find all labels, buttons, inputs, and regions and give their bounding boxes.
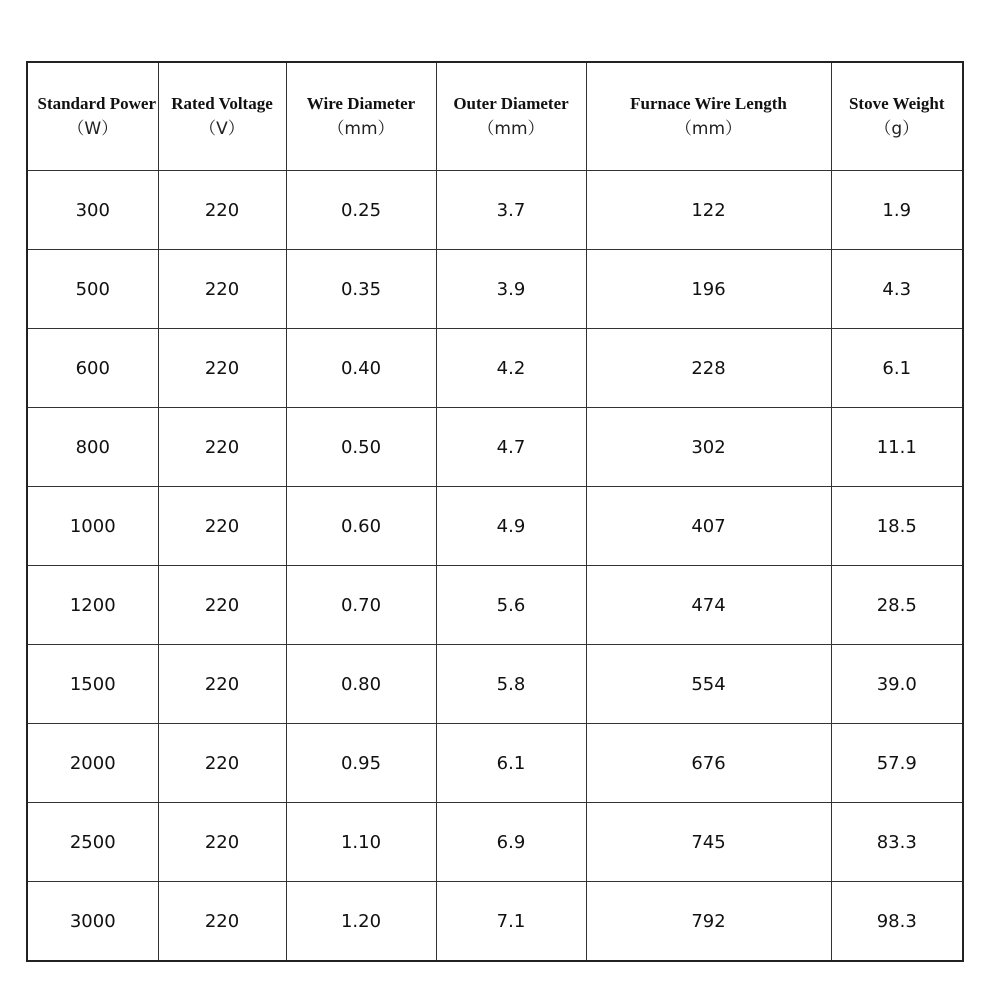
cell-stove-weight: 28.5	[831, 566, 963, 645]
cell-standard-power: 500	[27, 250, 158, 329]
cell-furnace-wire-length: 122	[586, 171, 831, 250]
cell-outer-diameter: 4.7	[436, 408, 586, 487]
header-standard-power	[27, 62, 158, 171]
table-row	[27, 408, 963, 487]
cell-outer-diameter: 5.6	[436, 566, 586, 645]
cell-rated-voltage: 220	[158, 566, 286, 645]
table-row	[27, 171, 963, 250]
cell-rated-voltage: 220	[158, 171, 286, 250]
cell-standard-power: 1200	[27, 566, 158, 645]
table-row	[27, 882, 963, 962]
cell-stove-weight: 11.1	[831, 408, 963, 487]
cell-furnace-wire-length: 302	[586, 408, 831, 487]
cell-outer-diameter: 4.2	[436, 329, 586, 408]
cell-standard-power: 800	[27, 408, 158, 487]
cell-rated-voltage: 220	[158, 487, 286, 566]
table-row	[27, 724, 963, 803]
cell-standard-power: 1500	[27, 645, 158, 724]
cell-furnace-wire-length: 407	[586, 487, 831, 566]
header-furnace-wire-length	[586, 62, 831, 171]
cell-wire-diameter: 0.95	[286, 724, 436, 803]
cell-outer-diameter: 3.7	[436, 171, 586, 250]
cell-wire-diameter: 0.60	[286, 487, 436, 566]
cell-standard-power: 600	[27, 329, 158, 408]
table-row	[27, 645, 963, 724]
cell-rated-voltage: 220	[158, 882, 286, 962]
cell-stove-weight: 83.3	[831, 803, 963, 882]
header-rated-voltage	[158, 62, 286, 171]
cell-standard-power: 1000	[27, 487, 158, 566]
cell-rated-voltage: 220	[158, 408, 286, 487]
cell-standard-power: 300	[27, 171, 158, 250]
header-label: Stove Weight	[848, 94, 945, 113]
cell-stove-weight: 4.3	[831, 250, 963, 329]
spec-table	[26, 61, 964, 962]
cell-wire-diameter: 0.25	[286, 171, 436, 250]
cell-outer-diameter: 6.1	[436, 724, 586, 803]
cell-standard-power: 3000	[27, 882, 158, 962]
cell-rated-voltage: 220	[158, 329, 286, 408]
cell-furnace-wire-length: 745	[586, 803, 831, 882]
header-unit: （mm）	[327, 119, 395, 139]
cell-wire-diameter: 0.80	[286, 645, 436, 724]
cell-stove-weight: 18.5	[831, 487, 963, 566]
cell-furnace-wire-length: 196	[586, 250, 831, 329]
cell-stove-weight: 98.3	[831, 882, 963, 962]
header-label: Outer Diameter	[453, 94, 569, 113]
header-row	[27, 62, 963, 171]
cell-outer-diameter: 4.9	[436, 487, 586, 566]
cell-wire-diameter: 0.70	[286, 566, 436, 645]
cell-stove-weight: 57.9	[831, 724, 963, 803]
header-unit: （g）	[874, 119, 920, 139]
cell-furnace-wire-length: 474	[586, 566, 831, 645]
cell-standard-power: 2000	[27, 724, 158, 803]
cell-standard-power: 2500	[27, 803, 158, 882]
cell-outer-diameter: 5.8	[436, 645, 586, 724]
header-label: Rated Voltage	[171, 94, 273, 113]
header-unit: （V）	[199, 119, 245, 139]
cell-furnace-wire-length: 554	[586, 645, 831, 724]
header-unit: （mm）	[674, 119, 743, 139]
header-stove-weight	[831, 62, 963, 171]
table-row	[27, 250, 963, 329]
cell-wire-diameter: 0.50	[286, 408, 436, 487]
cell-wire-diameter: 0.35	[286, 250, 436, 329]
cell-rated-voltage: 220	[158, 724, 286, 803]
header-label: Wire Diameter	[306, 94, 416, 113]
header-label: Furnace Wire Length	[630, 94, 787, 113]
cell-outer-diameter: 6.9	[436, 803, 586, 882]
cell-rated-voltage: 220	[158, 803, 286, 882]
cell-rated-voltage: 220	[158, 250, 286, 329]
cell-stove-weight: 6.1	[831, 329, 963, 408]
table-row	[27, 566, 963, 645]
cell-outer-diameter: 7.1	[436, 882, 586, 962]
cell-wire-diameter: 1.20	[286, 882, 436, 962]
table-row	[27, 329, 963, 408]
cell-stove-weight: 39.0	[831, 645, 963, 724]
header-unit: （W）	[67, 119, 119, 139]
cell-furnace-wire-length: 676	[586, 724, 831, 803]
cell-wire-diameter: 0.40	[286, 329, 436, 408]
table-row	[27, 487, 963, 566]
cell-outer-diameter: 3.9	[436, 250, 586, 329]
header-wire-diameter	[286, 62, 436, 171]
cell-stove-weight: 1.9	[831, 171, 963, 250]
header-label: Standard Power	[37, 94, 157, 113]
cell-furnace-wire-length: 792	[586, 882, 831, 962]
cell-furnace-wire-length: 228	[586, 329, 831, 408]
cell-wire-diameter: 1.10	[286, 803, 436, 882]
table-row	[27, 803, 963, 882]
header-outer-diameter	[436, 62, 586, 171]
cell-rated-voltage: 220	[158, 645, 286, 724]
header-unit: （mm）	[477, 119, 545, 139]
